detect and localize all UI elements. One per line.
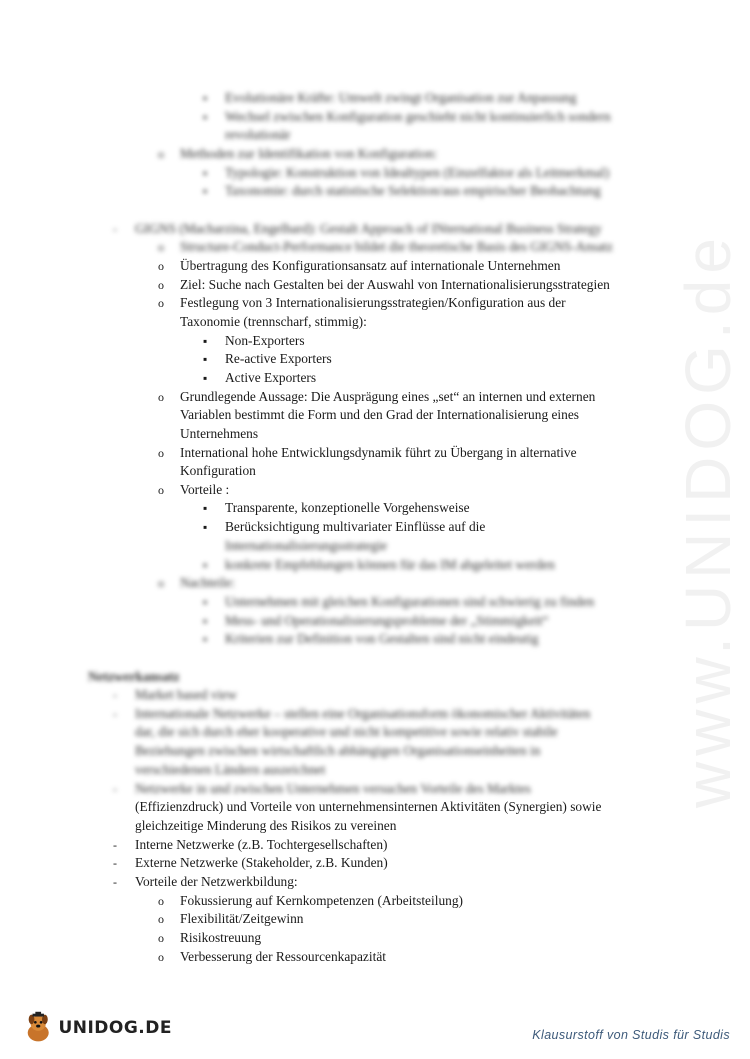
list-item: International hohe Entwicklungsdynamik führt zu Übergang in alternative: [180, 445, 577, 460]
blurred-text-line: verschiedenen Ländern auszeichnet: [135, 762, 326, 777]
list-item: Externe Netzwerke (Stakeholder, z.B. Kunden): [135, 855, 388, 870]
blurred-text-line: GIGNS (Macharzina, Engelhard): Gestalt Approach of INternational Business Strategy: [135, 221, 602, 236]
bullet-circle: [158, 145, 164, 164]
list-item-continuation: Konfiguration: [180, 463, 256, 478]
bullet-circle: [158, 574, 164, 593]
bullet-circle: [158, 929, 164, 948]
blurred-heading: Netzwerkansatz: [88, 669, 180, 684]
blurred-text-line: Taxonomie: durch statistische Selektion/aus empirischer Beobachtung: [225, 183, 601, 198]
bullet-square: [203, 499, 207, 518]
bullet-circle: [158, 276, 164, 295]
bullet-dash: [113, 686, 117, 705]
bullet-dash: [113, 220, 117, 239]
list-item-continuation: Variablen bestimmt die Form und den Grad der Internationalisierung eines: [180, 407, 580, 422]
blurred-text-line: Internationalisierungsstrategie: [225, 538, 388, 553]
sub-list-item: Flexibilität/Zeitgewinn: [180, 911, 304, 926]
bullet-square: [203, 182, 207, 201]
bullet-circle: [158, 892, 164, 911]
blurred-text-line: Beziehungen zwischen wirtschaftlich abhängigen Organisationseinheiten in: [135, 743, 541, 758]
bullet-square: [203, 593, 207, 612]
bullet-square: [203, 332, 207, 351]
bullet-circle: [158, 294, 164, 313]
logo-text: UNIDOG.DE: [58, 1018, 172, 1038]
blurred-text-line: Nachteile:: [180, 575, 236, 590]
sub-list-item: Active Exporters: [225, 370, 317, 385]
footer-tagline: Klausurstoff von Studis für Studis: [532, 1028, 730, 1042]
blurred-text-line: dar, die sich durch eher kooperative und nicht kompetitive sowie relativ stabile: [135, 724, 558, 739]
sub-list-item: Berücksichtigung multivariater Einflüsse auf die: [225, 519, 486, 534]
bullet-dash: [113, 854, 117, 873]
bullet-circle: [158, 910, 164, 929]
sub-list-item: Verbesserung der Ressourcenkapazität: [180, 949, 386, 964]
bullet-dash: [113, 705, 117, 724]
blurred-text-line: Kriterien zur Definition von Gestalten sind nicht eindeutig: [225, 631, 539, 646]
sub-list-item: Risikostreuung: [180, 930, 262, 945]
list-item: Interne Netzwerke (z.B. Tochtergesellschaften): [135, 837, 388, 852]
blurred-text-line: Methoden zur Identifikation von Konfiguration:: [180, 146, 438, 161]
bullet-square: [203, 518, 207, 537]
bullet-circle: [158, 481, 164, 500]
list-item: Vorteile :: [180, 482, 230, 497]
blurred-text-line: revolutionär: [225, 127, 291, 142]
list-item: Vorteile der Netzwerkbildung:: [135, 874, 298, 889]
blurred-text-line: konkrete Empfehlungen können für das IM abgeleitet werden: [225, 557, 555, 572]
list-item-continuation: Taxonomie (trennscharf, stimmig):: [180, 314, 367, 329]
blurred-text-line: Unternehmen mit gleichen Konfigurationen sind schwierig zu finden: [225, 594, 595, 609]
list-item: Ziel: Suche nach Gestalten bei der Auswahl von Internationalisierungsstrategien: [180, 277, 610, 292]
bullet-square: [203, 556, 207, 575]
sub-list-item: Non-Exporters: [225, 333, 305, 348]
bullet-dash: [113, 873, 117, 892]
blurred-text-line: Evolutionäre Kräfte: Umwelt zwingt Organisation zur Anpassung: [225, 90, 577, 105]
paragraph-continuation: (Effizienzdruck) und Vorteile von unternehmensinternen Aktivitäten (Synergien) sowie: [135, 799, 602, 814]
bullet-dash: [113, 836, 117, 855]
list-item: Grundlegende Aussage: Die Ausprägung eines „set“ an internen und externen: [180, 389, 596, 404]
blurred-text-line: Wechsel zwischen Konfiguration geschieht nicht kontinuierlich sondern: [225, 109, 611, 124]
bullet-square: [203, 89, 207, 108]
bullet-square: [203, 164, 207, 183]
unidog-logo[interactable]: [22, 1008, 172, 1048]
bullet-circle: [158, 444, 164, 463]
watermark: [648, 232, 750, 808]
sub-list-item: Transparente, konzeptionelle Vorgehensweise: [225, 500, 470, 515]
sub-list-item: Re-active Exporters: [225, 351, 332, 366]
bullet-square: [203, 108, 207, 127]
watermark-text: www.UNIDOG.de: [672, 232, 744, 808]
blurred-text-line: Internationale Netzwerke – stellen eine Organisationsform ökonomischer Aktivitäten: [135, 706, 591, 721]
bullet-circle: [158, 388, 164, 407]
blurred-text-line: Netzwerke in und zwischen Unternehmen versuchen Vorteile des Marktes: [135, 781, 531, 796]
blurred-text-line: Typologie: Konstruktion von Idealtypen (Einzelfaktor als Leitmerkmal): [225, 165, 610, 180]
list-item: Festlegung von 3 Internationalisierungsstrategien/Konfiguration aus der: [180, 295, 566, 310]
bullet-square: [203, 630, 207, 649]
bullet-square: [203, 612, 207, 631]
bullet-circle: [158, 948, 164, 967]
blurred-text-line: Structure-Conduct-Performance bildet die theoretische Basis des GIGNS-Ansatz: [180, 239, 613, 254]
paragraph-continuation: gleichzeitige Minderung des Risikos zu vereinen: [135, 818, 397, 833]
bullet-circle: [158, 238, 164, 257]
blurred-text-line: Market based view: [135, 687, 237, 702]
dog-mascot-icon: [22, 1011, 54, 1045]
sub-list-item: Fokussierung auf Kernkompetenzen (Arbeitsteilung): [180, 893, 463, 908]
bullet-circle: [158, 257, 164, 276]
list-item: Übertragung des Konfigurationsansatz auf internationale Unternehmen: [180, 258, 561, 273]
blurred-text-line: Mess- und Operationalisierungsprobleme der „Stimmigkeit“: [225, 613, 549, 628]
list-item-continuation: Unternehmens: [180, 426, 259, 441]
bullet-square: [203, 350, 207, 369]
bullet-dash: [113, 780, 117, 799]
bullet-square: [203, 369, 207, 388]
